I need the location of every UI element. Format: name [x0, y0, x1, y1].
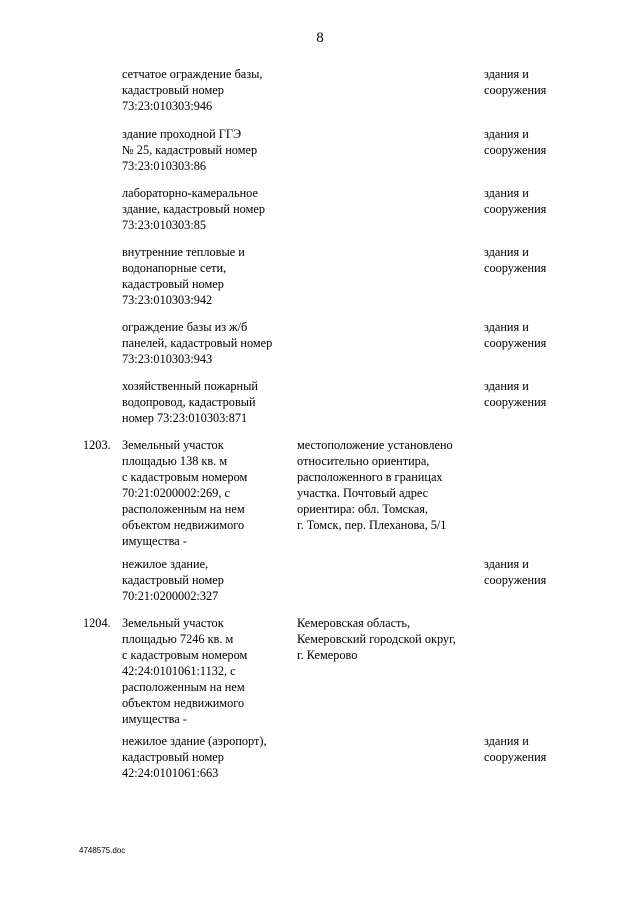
object-description: нежилое здание, кадастровый номер 70:21:0200002:327 — [122, 557, 224, 603]
object-description: здание проходной ГГЭ № 25, кадастровый номер 73:23:010303:86 — [122, 127, 258, 173]
object-location: местоположение установлено относительно ориентира, расположенного в границах участка. Почтовый адрес ориентира: обл. Томская, г. Томск, пер. Плеханова, 5/1 — [297, 438, 453, 532]
object-category: здания и сооружения — [484, 245, 547, 275]
object-description: сетчатое ограждение базы, кадастровый номер 73:23:010303:946 — [122, 67, 263, 113]
object-category: здания и сооружения — [484, 557, 547, 587]
entry-number: 1203. — [83, 438, 111, 452]
object-description: внутренние тепловые и водонапорные сети, кадастровый номер 73:23:010303:942 — [122, 245, 245, 307]
object-category: здания и сооружения — [484, 127, 547, 157]
object-category: здания и сооружения — [484, 379, 547, 409]
entry-number: 1204. — [83, 616, 111, 630]
object-category: здания и сооружения — [484, 67, 547, 97]
page-number: 8 — [316, 30, 324, 46]
object-description: Земельный участок площадью 7246 кв. м с кадастровым номером 42:24:0101061:1132, с расположенным на нем объектом недвижимого имущества - — [122, 616, 248, 726]
object-description: хозяйственный пожарный водопровод, кадастровый номер 73:23:010303:871 — [122, 379, 258, 425]
object-location: Кемеровская область, Кемеровский городской округ, г. Кемерово — [297, 616, 456, 662]
object-category: здания и сооружения — [484, 186, 547, 216]
object-description: ограждение базы из ж/б панелей, кадастровый номер 73:23:010303:943 — [122, 320, 273, 366]
object-description: нежилое здание (аэропорт), кадастровый номер 42:24:0101061:663 — [122, 734, 267, 780]
document-filename: 4748575.doc — [79, 846, 126, 855]
object-description: лабораторно-камеральное здание, кадастровый номер 73:23:010303:85 — [122, 186, 265, 232]
object-category: здания и сооружения — [484, 734, 547, 764]
object-category: здания и сооружения — [484, 320, 547, 350]
object-description: Земельный участок площадью 138 кв. м с кадастровым номером 70:21:0200002:269, с расположенным на нем объектом недвижимого имущества - — [122, 438, 248, 548]
